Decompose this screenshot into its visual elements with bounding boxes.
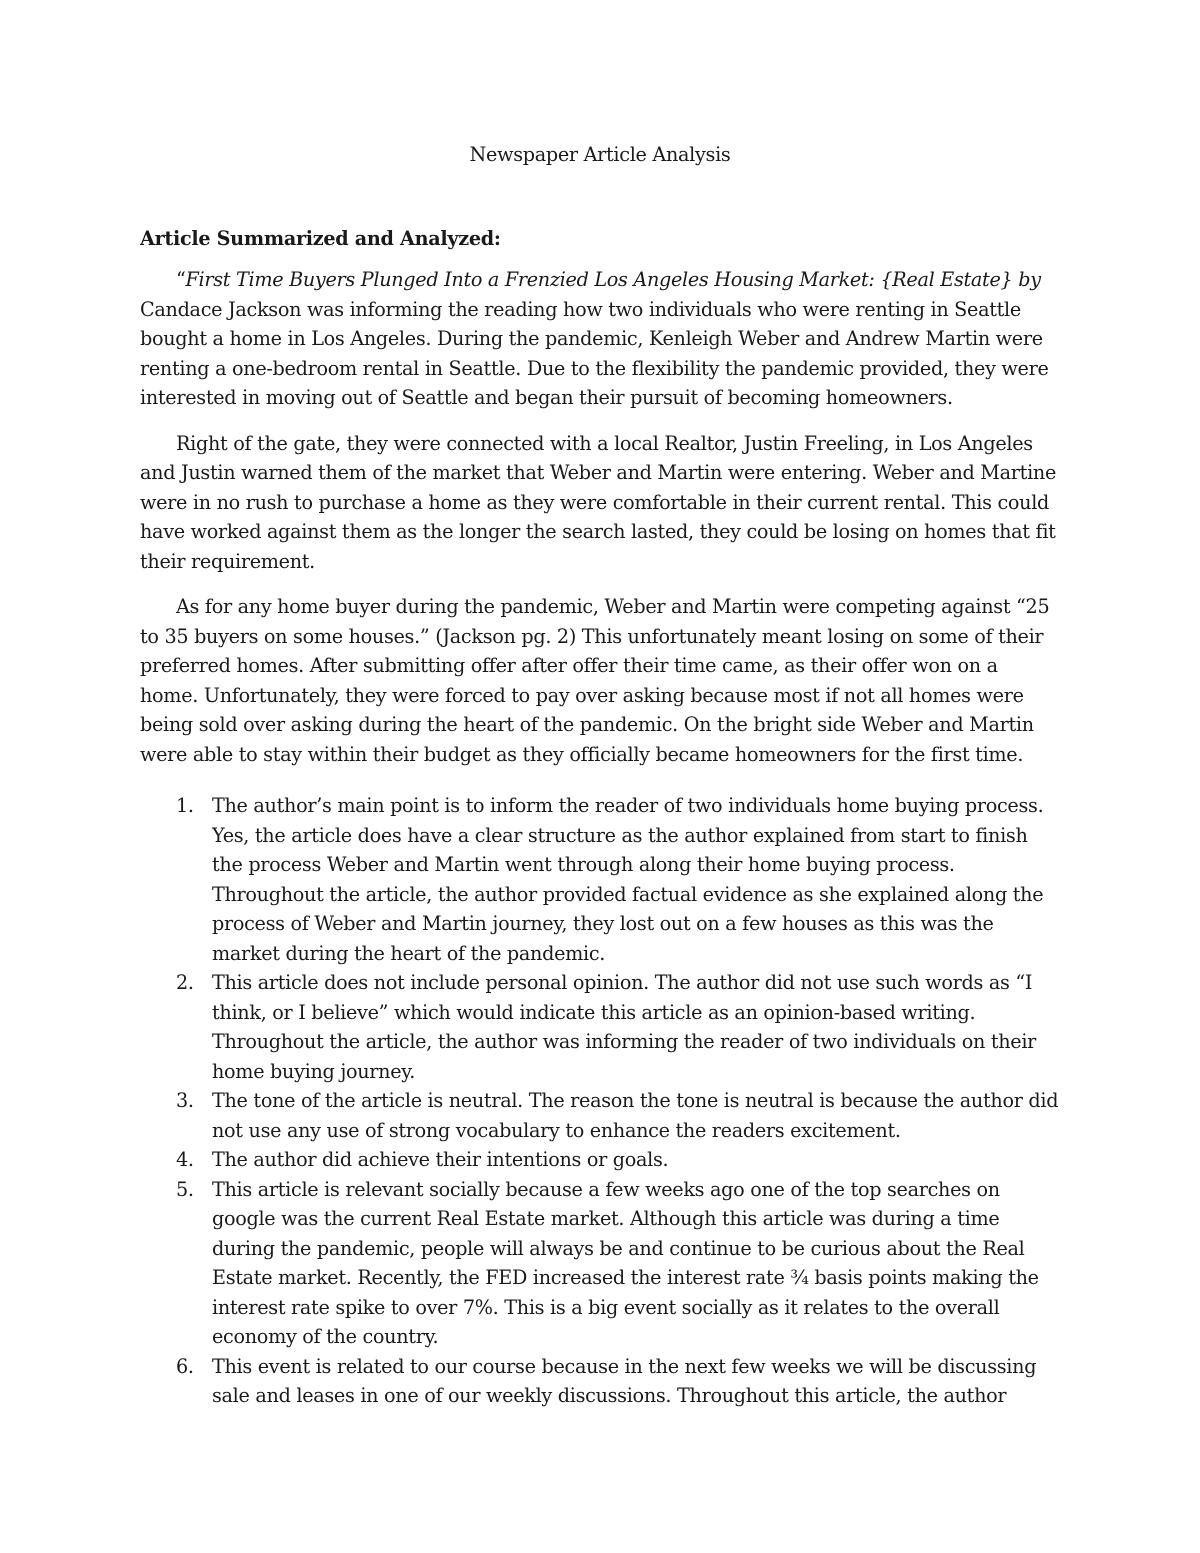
document-body [140,140,1060,1411]
list-item [176,1175,1060,1352]
list-item [176,968,1060,1086]
article-title: First Time Buyers Plunged Into a Frenzied Los Angeles Housing Market: {Real Estate} by [185,268,1041,291]
list-item-text: The author’s main point is to inform the reader of two individuals home buying process. Yes, the article does have a clear structure as the author explained from start to finish the process Weber and Martin went through along their home buying process. Throughout the article, the author provided factual evidence as she explained along the process of Weber and Martin journey, they lost out on a few houses as this was the market during the heart of the pandemic. [212,794,1044,965]
list-item-text: This article is relevant socially because a few weeks ago one of the top searches on google was the current Real Estate market. Although this article was during a time during the pandemic, people will always be and continue to be curious about the Real Estate market. Recently, the FED increased the interest rate ¾ basis points making the interest rate spike to over 7%. This is a big event socially as it relates to the overall economy of the country. [212,1177,1039,1348]
list-item-number: 1. [176,794,194,817]
list-item [176,1086,1060,1145]
paragraph-summary-2: Right of the gate, they were connected with a local Realtor, Justin Freeling, in Los Angeles and Justin warned them of the market that Weber and Martin were entering. Weber and Martine were in no rush to purchase a home as they were comfortable in their current rental. This could have worked against them as the longer the search lasted, they could be losing on homes that fit their requirement. [140,431,1057,573]
list-item [176,791,1060,968]
list-item-number: 6. [176,1354,194,1378]
paragraph-summary-3: As for any home buyer during the pandemic, Weber and Martin were competing against “25 to 35 buyers on some houses.” (Jackson pg. 2) This unfortunately meant losing on some of their preferred homes. After submitting offer after offer their time came, as their offer won on a home. Unfortunately, they were forced to pay over asking because most if not all homes were being sold over asking during the heart of the pandemic. On the bright side Weber and Martin were able to stay within their budget as they officially became homeowners for the first time. [140,595,1050,766]
list-item-number: 5. [176,1177,194,1201]
section-heading: Article Summarized and Analyzed: [140,226,501,250]
list-item [176,1145,1060,1175]
list-item-number: 4. [176,1148,194,1171]
document-title: Newspaper Article Analysis [469,143,731,166]
list-item-text: This event is related to our course because in the next few weeks we will be discussing sale and leases in one of our weekly discussions. Throughout this article, the author [212,1354,1037,1407]
analysis-list [140,791,1060,1411]
quote-mark: “ [176,268,186,291]
list-item-number: 2. [176,971,194,994]
list-item-text: The author did achieve their intentions or goals. [212,1148,669,1171]
paragraph-text: Candace Jackson was informing the reading how two individuals who were renting in Seattle bought a home in Los Angeles. During the pandemic, Kenleigh Weber and Andrew Martin were renting a one-bedroom rental in Seattle. Due to the flexibility the pandemic provided, they were interested in moving out of Seattle and began their pursuit of becoming homeowners. [140,297,1049,409]
list-item-text: The tone of the article is neutral. The reason the tone is neutral is because the author did not use any use of strong vocabulary to enhance the readers excitement. [212,1089,1059,1142]
list-item-text: This article does not include personal opinion. The author did not use such words as “I think, or I believe” which would indicate this article as an opinion-based writing. Throughout the article, the author was informing the reader of two individuals on their home buying journey. [212,971,1037,1083]
list-item-number: 3. [176,1089,194,1112]
list-item [176,1352,1060,1411]
paragraph-summary-1 [140,265,1060,413]
